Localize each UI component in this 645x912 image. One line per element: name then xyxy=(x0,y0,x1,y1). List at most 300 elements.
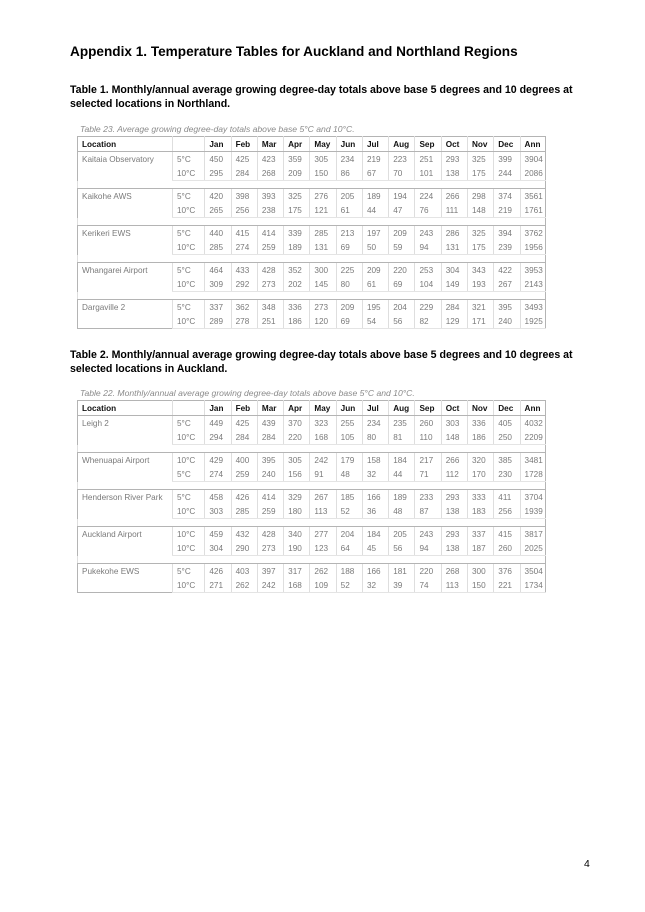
month-value-cell: 337 xyxy=(468,527,494,542)
month-value-cell: 148 xyxy=(441,430,467,445)
table-row xyxy=(78,300,546,315)
location-cell: Kaitaia Observatory xyxy=(82,155,154,164)
month-value-cell: 131 xyxy=(310,240,336,255)
month-value-cell: 205 xyxy=(389,527,415,542)
month-value-cell: 242 xyxy=(257,578,283,593)
month-value-cell: 168 xyxy=(284,578,310,593)
month-value-cell: 411 xyxy=(494,490,520,505)
month-value-cell: 395 xyxy=(494,300,520,315)
month-value-cell: 304 xyxy=(205,541,231,556)
month-value-cell: 202 xyxy=(284,277,310,292)
group-separator xyxy=(78,482,546,490)
month-value-cell: 61 xyxy=(336,203,362,218)
month-value-cell: 52 xyxy=(336,578,362,593)
month-value-cell: 285 xyxy=(205,240,231,255)
month-value-cell: 186 xyxy=(284,314,310,329)
month-value-cell: 253 xyxy=(415,263,441,278)
column-header: Oct xyxy=(441,137,467,152)
base-temperature-cell: 5°C xyxy=(173,416,205,431)
location-cell: Leigh 2 xyxy=(82,419,109,428)
month-value-cell: 219 xyxy=(494,203,520,218)
column-header: Jan xyxy=(205,137,231,152)
month-value-cell: 348 xyxy=(257,300,283,315)
month-value-cell: 105 xyxy=(336,430,362,445)
month-value-cell: 289 xyxy=(205,314,231,329)
month-value-cell: 76 xyxy=(415,203,441,218)
month-value-cell: 422 xyxy=(494,263,520,278)
annual-total-cell: 2209 xyxy=(520,430,545,445)
month-value-cell: 458 xyxy=(205,490,231,505)
annual-total-cell: 1925 xyxy=(520,314,545,329)
month-value-cell: 352 xyxy=(284,263,310,278)
month-value-cell: 266 xyxy=(441,189,467,204)
group-separator-cell xyxy=(78,181,546,189)
group-separator-cell xyxy=(78,482,546,490)
month-value-cell: 268 xyxy=(441,564,467,579)
month-value-cell: 131 xyxy=(441,240,467,255)
month-value-cell: 273 xyxy=(257,277,283,292)
month-value-cell: 204 xyxy=(336,527,362,542)
month-value-cell: 220 xyxy=(415,564,441,579)
column-header: Jan xyxy=(205,401,231,416)
base-temperature-cell: 5°C xyxy=(173,467,205,482)
month-value-cell: 325 xyxy=(468,226,494,241)
month-value-cell: 415 xyxy=(231,226,257,241)
month-value-cell: 240 xyxy=(257,467,283,482)
month-value-cell: 195 xyxy=(362,300,388,315)
month-value-cell: 340 xyxy=(284,527,310,542)
month-value-cell: 129 xyxy=(441,314,467,329)
base-temperature-cell: 10°C xyxy=(173,453,205,468)
month-value-cell: 148 xyxy=(468,203,494,218)
month-value-cell: 180 xyxy=(284,504,310,519)
annual-total-cell: 3904 xyxy=(520,152,545,167)
month-value-cell: 286 xyxy=(441,226,467,241)
month-value-cell: 113 xyxy=(310,504,336,519)
month-value-cell: 250 xyxy=(494,430,520,445)
month-value-cell: 304 xyxy=(441,263,467,278)
month-value-cell: 450 xyxy=(205,152,231,167)
month-value-cell: 54 xyxy=(362,314,388,329)
month-value-cell: 234 xyxy=(336,152,362,167)
month-value-cell: 94 xyxy=(415,541,441,556)
table-row xyxy=(78,152,546,167)
month-value-cell: 190 xyxy=(284,541,310,556)
month-value-cell: 220 xyxy=(389,263,415,278)
month-value-cell: 268 xyxy=(257,166,283,181)
month-value-cell: 260 xyxy=(494,541,520,556)
month-value-cell: 423 xyxy=(257,152,283,167)
month-value-cell: 183 xyxy=(468,504,494,519)
location-cell: Whenuapai Airport xyxy=(82,456,150,465)
month-value-cell: 300 xyxy=(468,564,494,579)
month-value-cell: 44 xyxy=(389,467,415,482)
month-value-cell: 395 xyxy=(257,453,283,468)
month-value-cell: 284 xyxy=(441,300,467,315)
base-temperature-cell: 5°C xyxy=(173,300,205,315)
month-value-cell: 293 xyxy=(441,152,467,167)
month-value-cell: 415 xyxy=(494,527,520,542)
column-header: Aug xyxy=(389,401,415,416)
month-value-cell: 267 xyxy=(310,490,336,505)
month-value-cell: 69 xyxy=(336,240,362,255)
appendix-title: Appendix 1. Temperature Tables for Auckland and Northland Regions xyxy=(70,44,518,59)
month-value-cell: 362 xyxy=(231,300,257,315)
month-value-cell: 86 xyxy=(336,166,362,181)
month-value-cell: 52 xyxy=(336,504,362,519)
column-header: Mar xyxy=(257,137,283,152)
month-value-cell: 256 xyxy=(231,203,257,218)
month-value-cell: 325 xyxy=(468,152,494,167)
group-separator xyxy=(78,255,546,263)
column-header: Ann xyxy=(520,137,545,152)
month-value-cell: 278 xyxy=(231,314,257,329)
month-value-cell: 156 xyxy=(284,467,310,482)
month-value-cell: 80 xyxy=(362,430,388,445)
column-header: Feb xyxy=(231,401,257,416)
northland-gdd-table xyxy=(77,136,546,329)
month-value-cell: 370 xyxy=(284,416,310,431)
month-value-cell: 56 xyxy=(389,541,415,556)
month-value-cell: 284 xyxy=(231,430,257,445)
table1-caption: Table 23. Average growing degree-day totals above base 5°C and 10°C. xyxy=(80,124,355,134)
month-value-cell: 189 xyxy=(362,189,388,204)
location-cell: Kerikeri EWS xyxy=(82,229,131,238)
month-value-cell: 101 xyxy=(415,166,441,181)
group-separator-cell xyxy=(78,218,546,226)
month-value-cell: 398 xyxy=(231,189,257,204)
month-value-cell: 170 xyxy=(468,467,494,482)
location-cell: Dargaville 2 xyxy=(82,303,126,312)
column-header: Aug xyxy=(389,137,415,152)
month-value-cell: 394 xyxy=(494,226,520,241)
month-value-cell: 45 xyxy=(362,541,388,556)
month-value-cell: 168 xyxy=(310,430,336,445)
month-value-cell: 209 xyxy=(284,166,310,181)
column-header: Apr xyxy=(284,137,310,152)
base-temperature-cell: 10°C xyxy=(173,504,205,519)
month-value-cell: 158 xyxy=(362,453,388,468)
month-value-cell: 425 xyxy=(231,416,257,431)
column-header: Ann xyxy=(520,401,545,416)
month-value-cell: 175 xyxy=(468,166,494,181)
month-value-cell: 420 xyxy=(205,189,231,204)
month-value-cell: 242 xyxy=(310,453,336,468)
month-value-cell: 209 xyxy=(362,263,388,278)
column-header: Location xyxy=(78,401,173,416)
month-value-cell: 244 xyxy=(494,166,520,181)
month-value-cell: 32 xyxy=(362,467,388,482)
month-value-cell: 104 xyxy=(415,277,441,292)
month-value-cell: 317 xyxy=(284,564,310,579)
month-value-cell: 223 xyxy=(389,152,415,167)
month-value-cell: 94 xyxy=(415,240,441,255)
column-header xyxy=(173,401,205,416)
month-value-cell: 179 xyxy=(336,453,362,468)
auckland-gdd-table xyxy=(77,400,546,593)
month-value-cell: 138 xyxy=(441,166,467,181)
month-value-cell: 414 xyxy=(257,226,283,241)
month-value-cell: 440 xyxy=(205,226,231,241)
column-header: Dec xyxy=(494,401,520,416)
month-value-cell: 120 xyxy=(310,314,336,329)
month-value-cell: 432 xyxy=(231,527,257,542)
base-temperature-cell: 10°C xyxy=(173,541,205,556)
month-value-cell: 259 xyxy=(231,467,257,482)
month-value-cell: 175 xyxy=(284,203,310,218)
month-value-cell: 255 xyxy=(336,416,362,431)
month-value-cell: 209 xyxy=(389,226,415,241)
month-value-cell: 175 xyxy=(468,240,494,255)
location-cell: Pukekohe EWS xyxy=(82,567,140,576)
base-temperature-cell: 10°C xyxy=(173,527,205,542)
month-value-cell: 414 xyxy=(257,490,283,505)
month-value-cell: 138 xyxy=(441,541,467,556)
annual-total-cell: 3953 xyxy=(520,263,545,278)
base-temperature-cell: 5°C xyxy=(173,263,205,278)
month-value-cell: 82 xyxy=(415,314,441,329)
table-row xyxy=(78,490,546,505)
month-value-cell: 205 xyxy=(336,189,362,204)
month-value-cell: 293 xyxy=(441,490,467,505)
month-value-cell: 305 xyxy=(284,453,310,468)
group-separator-cell xyxy=(78,445,546,453)
month-value-cell: 189 xyxy=(284,240,310,255)
month-value-cell: 87 xyxy=(415,504,441,519)
month-value-cell: 36 xyxy=(362,504,388,519)
month-value-cell: 403 xyxy=(231,564,257,579)
month-value-cell: 47 xyxy=(389,203,415,218)
month-value-cell: 110 xyxy=(415,430,441,445)
month-value-cell: 39 xyxy=(389,578,415,593)
group-separator xyxy=(78,519,546,527)
column-header: Oct xyxy=(441,401,467,416)
month-value-cell: 233 xyxy=(415,490,441,505)
month-value-cell: 426 xyxy=(231,490,257,505)
month-value-cell: 185 xyxy=(336,490,362,505)
month-value-cell: 123 xyxy=(310,541,336,556)
month-value-cell: 69 xyxy=(389,277,415,292)
month-value-cell: 67 xyxy=(362,166,388,181)
annual-total-cell: 3504 xyxy=(520,564,545,579)
month-value-cell: 303 xyxy=(441,416,467,431)
month-value-cell: 220 xyxy=(284,430,310,445)
month-value-cell: 204 xyxy=(389,300,415,315)
month-value-cell: 59 xyxy=(389,240,415,255)
month-value-cell: 138 xyxy=(441,504,467,519)
month-value-cell: 111 xyxy=(441,203,467,218)
month-value-cell: 221 xyxy=(494,578,520,593)
table-row xyxy=(78,527,546,542)
month-value-cell: 234 xyxy=(362,416,388,431)
group-separator xyxy=(78,445,546,453)
month-value-cell: 235 xyxy=(389,416,415,431)
month-value-cell: 259 xyxy=(257,240,283,255)
location-cell: Henderson River Park xyxy=(82,493,163,502)
table-row xyxy=(78,226,546,241)
column-header: Jul xyxy=(362,401,388,416)
month-value-cell: 400 xyxy=(231,453,257,468)
month-value-cell: 81 xyxy=(389,430,415,445)
group-separator-cell xyxy=(78,255,546,263)
month-value-cell: 243 xyxy=(415,527,441,542)
annual-total-cell: 3704 xyxy=(520,490,545,505)
column-header: Sep xyxy=(415,401,441,416)
month-value-cell: 239 xyxy=(494,240,520,255)
month-value-cell: 32 xyxy=(362,578,388,593)
month-value-cell: 428 xyxy=(257,263,283,278)
base-temperature-cell: 10°C xyxy=(173,277,205,292)
month-value-cell: 70 xyxy=(389,166,415,181)
month-value-cell: 61 xyxy=(362,277,388,292)
month-value-cell: 113 xyxy=(441,578,467,593)
month-value-cell: 225 xyxy=(336,263,362,278)
annual-total-cell: 2025 xyxy=(520,541,545,556)
month-value-cell: 336 xyxy=(468,416,494,431)
month-value-cell: 285 xyxy=(231,504,257,519)
group-separator-cell xyxy=(78,519,546,527)
month-value-cell: 277 xyxy=(310,527,336,542)
month-value-cell: 290 xyxy=(231,541,257,556)
column-header: Jul xyxy=(362,137,388,152)
month-value-cell: 150 xyxy=(310,166,336,181)
month-value-cell: 224 xyxy=(415,189,441,204)
table2-caption: Table 22. Monthly/annual average growing degree-day totals above base 5°C and 10°C. xyxy=(80,388,415,398)
month-value-cell: 186 xyxy=(468,430,494,445)
header-row xyxy=(78,137,546,152)
month-value-cell: 285 xyxy=(310,226,336,241)
month-value-cell: 284 xyxy=(231,166,257,181)
table-row xyxy=(78,189,546,204)
month-value-cell: 339 xyxy=(284,226,310,241)
month-value-cell: 337 xyxy=(205,300,231,315)
annual-total-cell: 3561 xyxy=(520,189,545,204)
month-value-cell: 219 xyxy=(362,152,388,167)
header-row xyxy=(78,401,546,416)
column-header: May xyxy=(310,401,336,416)
month-value-cell: 428 xyxy=(257,527,283,542)
month-value-cell: 329 xyxy=(284,490,310,505)
annual-total-cell: 1956 xyxy=(520,240,545,255)
month-value-cell: 188 xyxy=(336,564,362,579)
base-temperature-cell: 5°C xyxy=(173,152,205,167)
column-header: Location xyxy=(78,137,173,152)
column-header xyxy=(173,137,205,152)
month-value-cell: 112 xyxy=(441,467,467,482)
month-value-cell: 298 xyxy=(468,189,494,204)
column-header: Nov xyxy=(468,401,494,416)
month-value-cell: 294 xyxy=(205,430,231,445)
month-value-cell: 166 xyxy=(362,490,388,505)
month-value-cell: 194 xyxy=(389,189,415,204)
month-value-cell: 262 xyxy=(231,578,257,593)
month-value-cell: 374 xyxy=(494,189,520,204)
month-value-cell: 393 xyxy=(257,189,283,204)
month-value-cell: 300 xyxy=(310,263,336,278)
month-value-cell: 321 xyxy=(468,300,494,315)
month-value-cell: 243 xyxy=(415,226,441,241)
month-value-cell: 305 xyxy=(310,152,336,167)
table2-heading: Table 2. Monthly/annual average growing degree-day totals above base 5 degrees and 10 degrees at selected locations in Auckland. xyxy=(70,349,573,375)
annual-total-cell: 1761 xyxy=(520,203,545,218)
month-value-cell: 276 xyxy=(310,189,336,204)
group-separator xyxy=(78,556,546,564)
month-value-cell: 464 xyxy=(205,263,231,278)
month-value-cell: 44 xyxy=(362,203,388,218)
annual-total-cell: 1939 xyxy=(520,504,545,519)
month-value-cell: 184 xyxy=(362,527,388,542)
annual-total-cell: 1734 xyxy=(520,578,545,593)
month-value-cell: 189 xyxy=(389,490,415,505)
month-value-cell: 293 xyxy=(441,527,467,542)
column-header: Jun xyxy=(336,137,362,152)
month-value-cell: 209 xyxy=(336,300,362,315)
month-value-cell: 303 xyxy=(205,504,231,519)
month-value-cell: 80 xyxy=(336,277,362,292)
month-value-cell: 266 xyxy=(441,453,467,468)
annual-total-cell: 1728 xyxy=(520,467,545,482)
column-header: Sep xyxy=(415,137,441,152)
month-value-cell: 48 xyxy=(336,467,362,482)
month-value-cell: 273 xyxy=(257,541,283,556)
month-value-cell: 71 xyxy=(415,467,441,482)
group-separator xyxy=(78,218,546,226)
column-header: Dec xyxy=(494,137,520,152)
month-value-cell: 64 xyxy=(336,541,362,556)
annual-total-cell: 4032 xyxy=(520,416,545,431)
column-header: May xyxy=(310,137,336,152)
base-temperature-cell: 5°C xyxy=(173,189,205,204)
month-value-cell: 230 xyxy=(494,467,520,482)
table-row xyxy=(78,564,546,579)
month-value-cell: 359 xyxy=(284,152,310,167)
month-value-cell: 376 xyxy=(494,564,520,579)
month-value-cell: 166 xyxy=(362,564,388,579)
page-number: 4 xyxy=(584,859,590,870)
month-value-cell: 271 xyxy=(205,578,231,593)
month-value-cell: 149 xyxy=(441,277,467,292)
location-cell: Kaikohe AWS xyxy=(82,192,132,201)
month-value-cell: 121 xyxy=(310,203,336,218)
group-separator xyxy=(78,292,546,300)
month-value-cell: 251 xyxy=(415,152,441,167)
month-value-cell: 229 xyxy=(415,300,441,315)
location-cell: Auckland Airport xyxy=(82,530,142,539)
month-value-cell: 292 xyxy=(231,277,257,292)
table1-heading: Table 1. Monthly/annual average growing degree-day totals above base 5 degrees and 10 degrees at selected locations in Northland. xyxy=(70,84,573,110)
annual-total-cell: 2086 xyxy=(520,166,545,181)
month-value-cell: 193 xyxy=(468,277,494,292)
month-value-cell: 439 xyxy=(257,416,283,431)
month-value-cell: 265 xyxy=(205,203,231,218)
month-value-cell: 240 xyxy=(494,314,520,329)
base-temperature-cell: 5°C xyxy=(173,564,205,579)
month-value-cell: 181 xyxy=(389,564,415,579)
annual-total-cell: 3493 xyxy=(520,300,545,315)
month-value-cell: 333 xyxy=(468,490,494,505)
month-value-cell: 109 xyxy=(310,578,336,593)
month-value-cell: 309 xyxy=(205,277,231,292)
column-header: Jun xyxy=(336,401,362,416)
month-value-cell: 187 xyxy=(468,541,494,556)
base-temperature-cell: 10°C xyxy=(173,578,205,593)
month-value-cell: 429 xyxy=(205,453,231,468)
base-temperature-cell: 10°C xyxy=(173,240,205,255)
annual-total-cell: 3481 xyxy=(520,453,545,468)
month-value-cell: 48 xyxy=(389,504,415,519)
base-temperature-cell: 10°C xyxy=(173,166,205,181)
month-value-cell: 397 xyxy=(257,564,283,579)
